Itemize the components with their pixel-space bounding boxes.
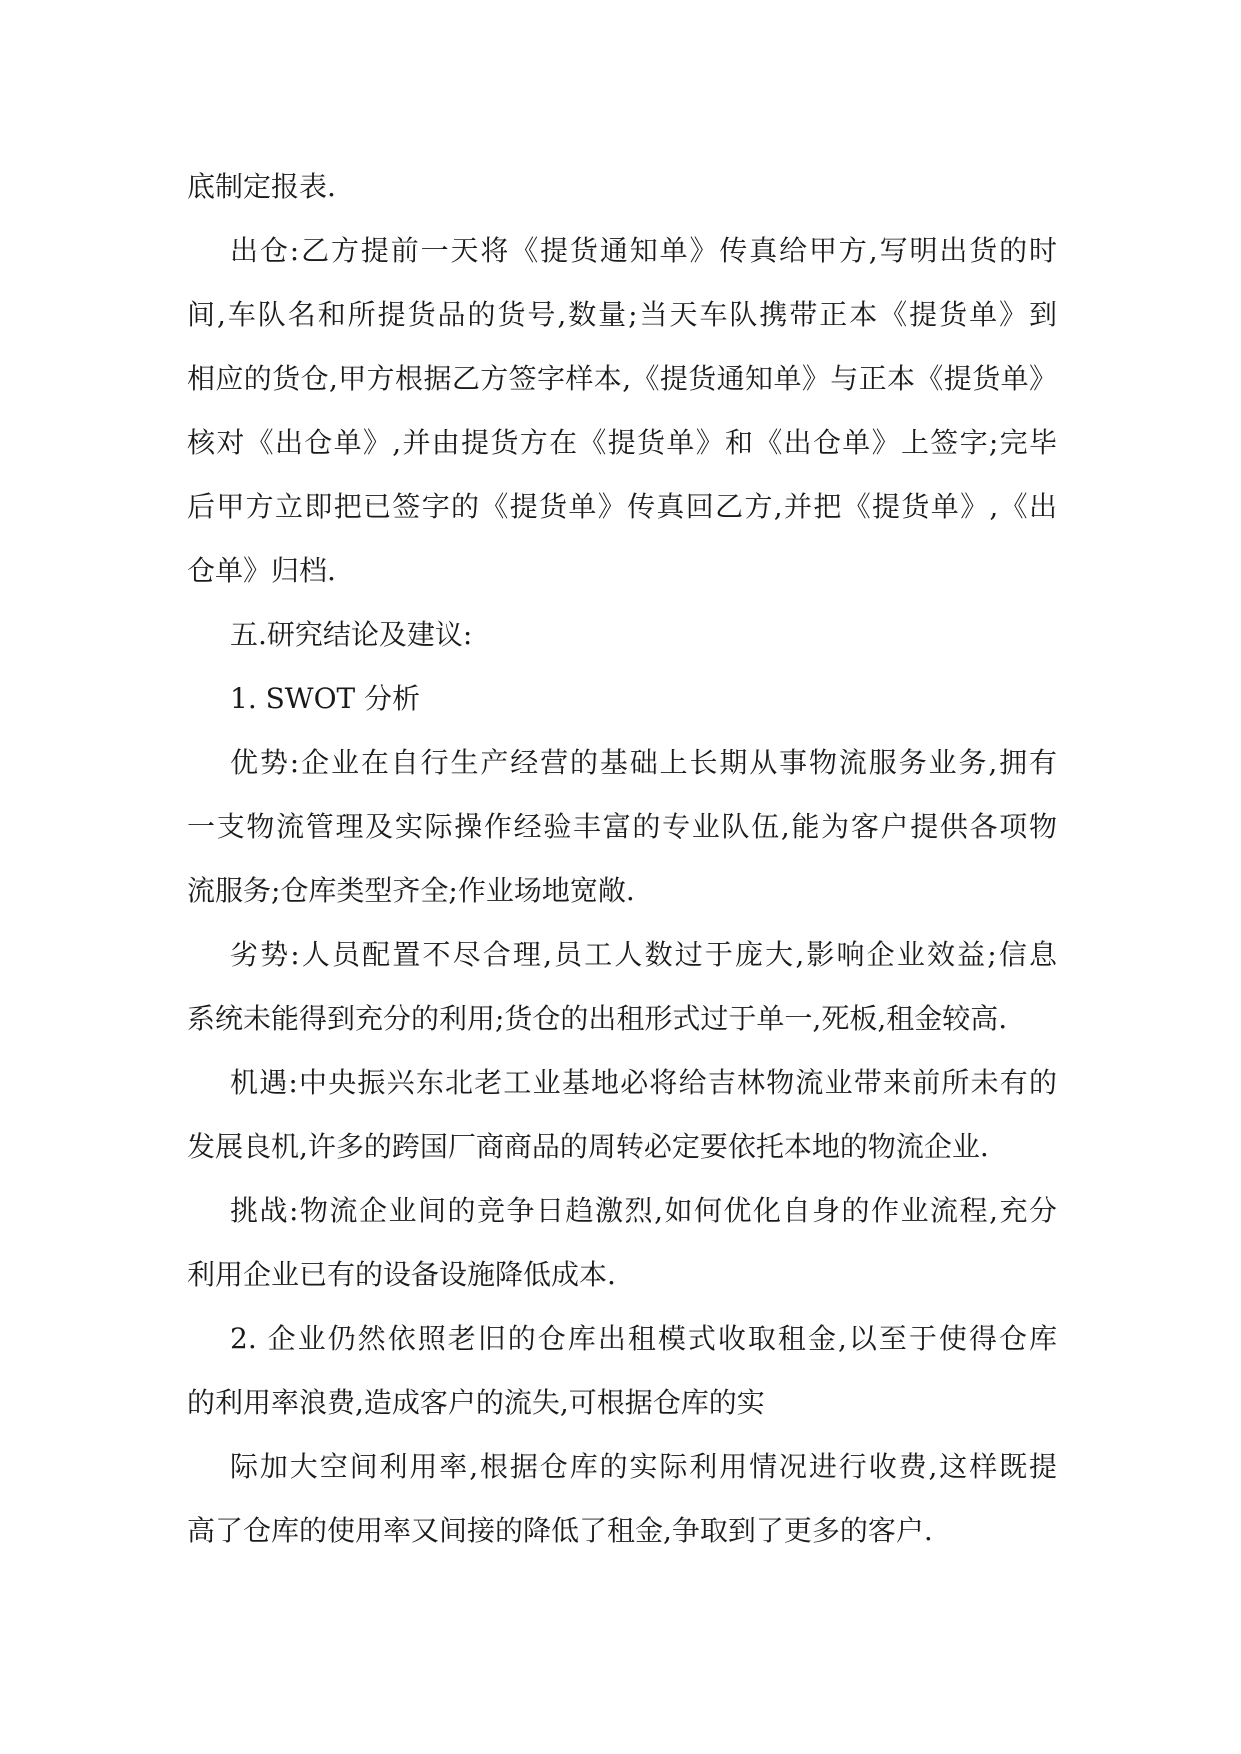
text-line: 底制定报表.: [187, 170, 336, 203]
text-line: 核对《出仓单》,并由提货方在《提货单》和《出仓单》上签字;完毕: [187, 426, 1057, 459]
text-line: 高了仓库的使用率又间接的降低了租金,争取到了更多的客户.: [187, 1514, 933, 1547]
text-line: 流服务;仓库类型齐全;作业场地宽敞.: [187, 874, 635, 907]
text-line: 优势:企业在自行生产经营的基础上长期从事物流服务业务,拥有: [230, 746, 1057, 779]
text-line: 挑战:物流企业间的竞争日趋激烈,如何优化自身的作业流程,充分: [230, 1194, 1057, 1227]
text-line: 一支物流管理及实际操作经验丰富的专业队伍,能为客户提供各项物: [187, 810, 1057, 843]
text-line: 系统未能得到充分的利用;货仓的出租形式过于单一,死板,租金较高.: [187, 1002, 1008, 1035]
text-line: 仓单》归档.: [187, 554, 336, 587]
document-body: [187, 155, 1057, 1563]
text-line: 2. 企业仍然依照老旧的仓库出租模式收取租金,以至于使得仓库: [230, 1322, 1057, 1355]
text-line: 的利用率浪费,造成客户的流失,可根据仓库的实: [187, 1386, 765, 1419]
text-line: 1. SWOT 分析: [230, 682, 421, 715]
text-line: 劣势:人员配置不尽合理,员工人数过于庞大,影响企业效益;信息: [230, 938, 1057, 971]
text-line: 相应的货仓,甲方根据乙方签字样本,《提货通知单》与正本《提货单》: [187, 362, 1057, 395]
text-line: 后甲方立即把已签字的《提货单》传真回乙方,并把《提货单》,《出: [187, 490, 1057, 523]
text-line: 利用企业已有的设备设施降低成本.: [187, 1258, 616, 1291]
text-line: 出仓:乙方提前一天将《提货通知单》传真给甲方,写明出货的时: [230, 234, 1057, 267]
text-line: 际加大空间利用率,根据仓库的实际利用情况进行收费,这样既提: [230, 1450, 1057, 1483]
text-line: 机遇:中央振兴东北老工业基地必将给吉林物流业带来前所未有的: [230, 1066, 1057, 1099]
text-line: 五.研究结论及建议:: [230, 618, 473, 651]
text-line: 间,车队名和所提货品的货号,数量;当天车队携带正本《提货单》到: [187, 298, 1057, 331]
text-line: 发展良机,许多的跨国厂商商品的周转必定要依托本地的物流企业.: [187, 1130, 989, 1163]
